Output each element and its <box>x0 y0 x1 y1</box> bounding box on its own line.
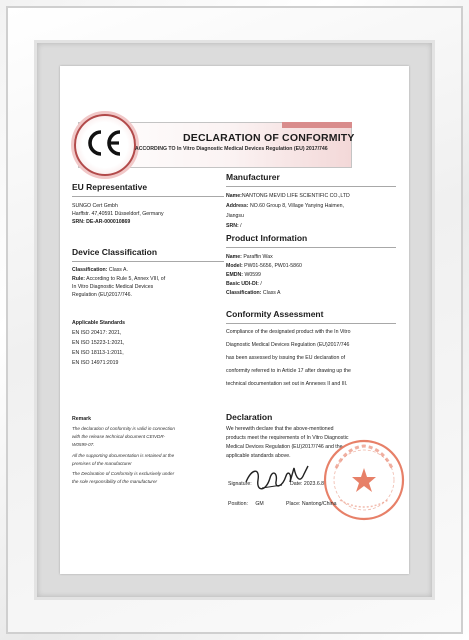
product-name-label: Name: <box>226 254 242 260</box>
ce-logo-icon <box>84 127 124 159</box>
remark-line: The Declaration of Conformity is exclusively under <box>72 471 175 476</box>
date-value: 2023.6.8 <box>303 481 325 487</box>
manufacturer-srn-row <box>226 222 242 230</box>
product-emdn-value: W0599 <box>244 272 261 278</box>
remark-line: All the supporting documentation is retained at the <box>72 453 175 458</box>
standards-heading: Applicable Standards <box>72 320 126 326</box>
declaration-line: applicable standards above. <box>226 453 291 459</box>
product-model-label: Model: <box>226 263 243 269</box>
product-class-row <box>226 289 281 297</box>
position-value: GM <box>255 501 264 507</box>
rule-label: Rule: <box>72 276 85 282</box>
manufacturer-address-line-1: NO.60 Group 8, Village Yanying Haimen, <box>249 203 344 209</box>
manufacturer-name-row <box>226 192 350 200</box>
product-udi-value: / <box>260 281 262 287</box>
rule-line-3: Regulation (EU)2017/746. <box>72 292 132 298</box>
product-model-row <box>226 262 302 270</box>
standard-item: EN ISO 15223-1:2021, <box>72 340 125 346</box>
manufacturer-srn-value: / <box>240 223 242 229</box>
manufacturer-name-label: Name: <box>226 193 242 199</box>
date-label: Date: <box>290 481 303 487</box>
divider <box>226 247 396 248</box>
manufacturer-address-line-2: Jiangsu <box>226 213 244 219</box>
standard-item: EN ISO 14971:2019 <box>72 360 119 366</box>
product-name-value: Paraffin Wax <box>243 254 273 260</box>
product-udi-row <box>226 280 262 288</box>
declaration-line: products meet the requirements of In Vitro Diagnostic <box>226 435 349 441</box>
place-row <box>286 500 336 508</box>
product-name-row <box>226 253 273 261</box>
assessment-line: Diagnostic Medical Devices Regulation (EU)2017/746 <box>226 342 350 348</box>
classification-label: Classification: <box>72 267 108 273</box>
remark-heading: Remark <box>72 416 92 422</box>
product-class-label: Classification: <box>226 290 262 296</box>
certificate-document <box>60 66 409 574</box>
declaration-line: Medical Devices Regulation (EU)2017/746 and the <box>226 444 343 450</box>
manufacturer-srn-label: SRN: <box>226 223 239 229</box>
product-class-value: Class A <box>262 290 281 296</box>
remark-line: premises of the manufacturer <box>72 461 132 466</box>
declaration-heading: Declaration <box>226 412 273 422</box>
remark-line: The declaration of conformity is valid in connection <box>72 426 175 431</box>
date-row <box>290 480 324 488</box>
assessment-line: conformity referred to in Article 17 after drawing up the <box>226 368 351 374</box>
rule-row <box>72 275 165 283</box>
title-accent-stripe <box>282 122 352 128</box>
product-emdn-label: EMDN: <box>226 272 244 278</box>
device-class-heading: Device Classification <box>72 247 158 257</box>
product-model-value: PW01-5656, PW01-5860 <box>244 263 302 269</box>
divider <box>226 323 396 324</box>
product-emdn-row <box>226 271 261 279</box>
document-subtitle: ACCORDING TO In Vitro Diagnostic Medical Devices Regulation (EU) 2017/746 <box>135 146 328 152</box>
signature-icon <box>242 458 325 500</box>
declaration-line: We herewith declare that the above-mentioned <box>226 426 334 432</box>
rule-line-1: According to Rule 5, Annex VIII, of <box>86 276 166 282</box>
signature-label: Signature: <box>228 481 252 487</box>
document-title: DECLARATION OF CONFORMITY <box>183 132 355 144</box>
eu-rep-name: SUNGO Cert Gmbh <box>72 203 118 209</box>
product-udi-label: Basic UDI-DI: <box>226 281 259 287</box>
divider <box>72 196 224 197</box>
manufacturer-heading: Manufacturer <box>226 172 280 182</box>
company-seal-icon <box>322 438 406 522</box>
classification-value: Class A. <box>108 267 128 273</box>
rule-line-2: In Vitro Diagnostic Medical Devices <box>72 284 154 290</box>
eu-rep-srn: SRN: DE-AR-000010869 <box>72 219 131 225</box>
position-label: Position: <box>228 501 248 507</box>
manufacturer-name-value: NANTONG MEVID LIFE SCIENTIFIC CO.,LTD <box>241 193 350 199</box>
remark-line: with the release technical document CEIVDR- <box>72 434 166 439</box>
assessment-line: Compliance of the designated product with the In Vitro <box>226 329 351 335</box>
eu-rep-address: Harffstr. 47,40591 Düsseldorf, Germany <box>72 211 164 217</box>
divider <box>72 261 224 262</box>
classification-row <box>72 266 128 274</box>
manufacturer-address-row <box>226 202 344 210</box>
product-heading: Product Information <box>226 233 308 243</box>
place-label: Place: <box>286 501 301 507</box>
standard-item: EN ISO 20417: 2021, <box>72 330 122 336</box>
eu-rep-heading: EU Representative <box>72 182 148 192</box>
assessment-heading: Conformity Assessment <box>226 309 324 319</box>
remark-line: W0599-07. <box>72 442 95 447</box>
place-value: Nantong/China <box>301 501 337 507</box>
manufacturer-address-label: Address: <box>226 203 249 209</box>
assessment-line: has been assessed by issuing the EU declaration of <box>226 355 346 361</box>
standard-item: EN ISO 18113-1:2011, <box>72 350 124 356</box>
assessment-line: technical documentation set out in Annexes II and III. <box>226 381 348 387</box>
remark-line: the sole responsibility of the manufacturer <box>72 479 158 484</box>
divider <box>226 186 396 187</box>
position-row <box>228 500 264 508</box>
